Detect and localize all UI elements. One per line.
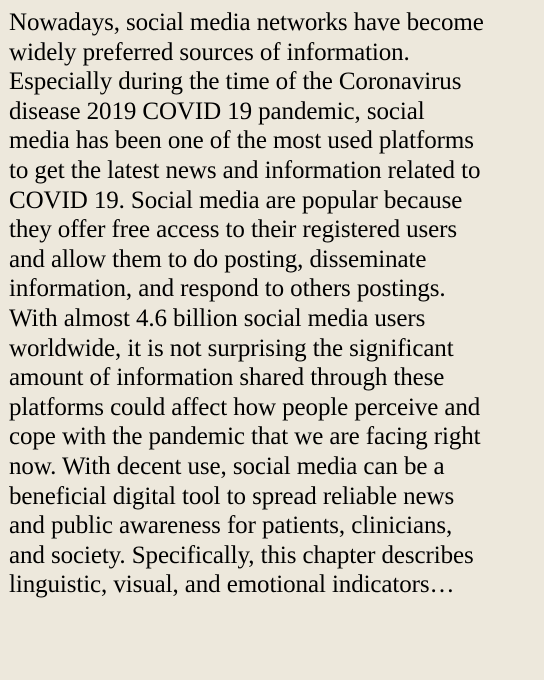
text-line: linguistic, visual, and emotional indicators… <box>9 571 455 599</box>
body-paragraph <box>9 8 536 600</box>
text-line: disease 2019 COVID 19 pandemic, social <box>9 97 425 125</box>
text-line: beneficial digital tool to spread reliable news <box>9 482 455 510</box>
text-line: to get the latest news and information related to <box>9 156 481 184</box>
text-line: and society. Specifically, this chapter describes <box>9 541 474 569</box>
text-line: cope with the pandemic that we are facing right <box>9 423 481 451</box>
text-line: worldwide, it is not surprising the significant <box>9 334 454 362</box>
text-line: amount of information shared through these <box>9 364 445 392</box>
text-line: and allow them to do posting, disseminate <box>9 245 427 273</box>
text-line: Nowadays, social media networks have become <box>9 9 484 36</box>
text-line: they offer free access to their registered users <box>9 216 457 244</box>
text-line: COVID 19. Social media are popular because <box>9 186 463 214</box>
text-line: now. With decent use, social media can be a <box>9 452 445 480</box>
text-line: media has been one of the most used platforms <box>9 127 474 155</box>
text-line: Especially during the time of the Coronavirus <box>9 68 462 96</box>
text-line: widely preferred sources of information. <box>9 38 410 66</box>
text-line: and public awareness for patients, clinicians, <box>9 512 453 540</box>
text-line: information, and respond to others postings. <box>9 275 446 303</box>
text-line: platforms could affect how people perceive and <box>9 393 481 421</box>
text-line: With almost 4.6 billion social media users <box>9 304 426 332</box>
